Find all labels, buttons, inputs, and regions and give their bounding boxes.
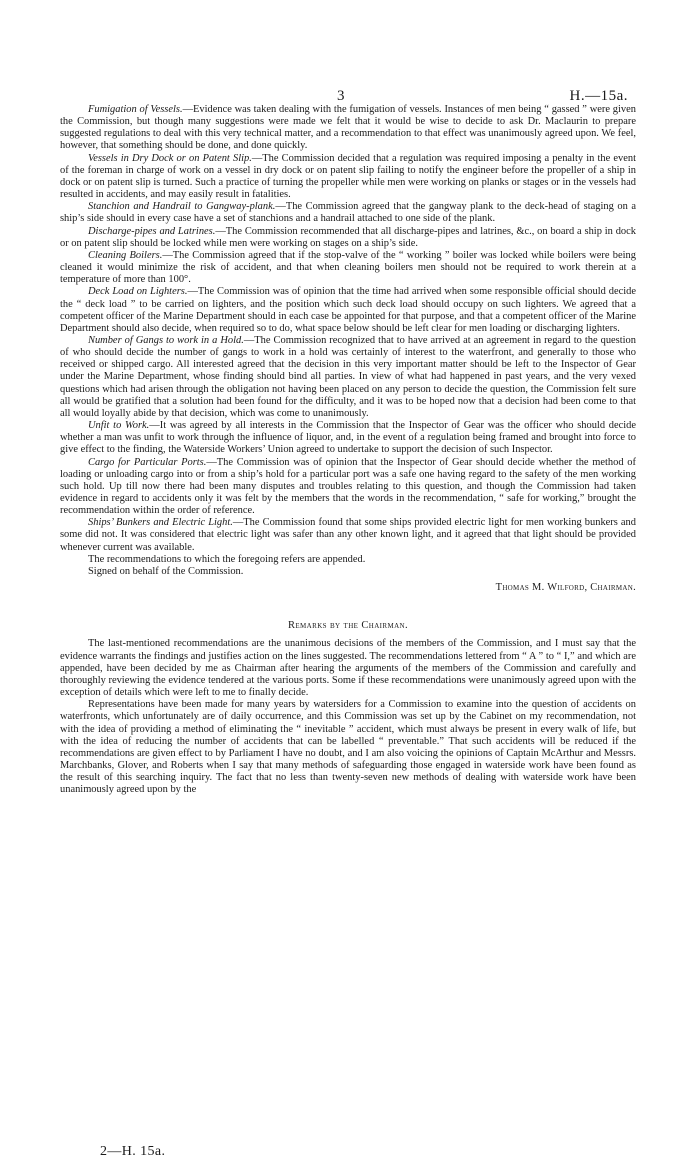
paragraph-title: Deck Load on Lighters. [88,286,188,298]
paragraph-text: —The Commission agreed that if the stop-valve of the “ working ” boiler was locked while boilers were being cleaned it would minimize the risk of accident, and that when cleaning boilers men should not be required to work therein at a temperature of more than 100°. [60,249,636,286]
paragraph-title: Fumigation of Vessels. [88,104,183,115]
signature-mark: 2—H. 15a. [100,1144,166,1159]
paragraph-text: —The Commission found that some ships provided electric light for men working bunkers and some did not. It was considered that electric light was safer than any other known light, and it agreed that that light should be provided whenever current was available. [60,517,636,553]
page-number: 3 [337,88,345,104]
paragraph-discharge-pipes [60,226,636,250]
paragraph-title: Discharge-pipes and Latrines. [88,225,216,237]
signed-note: Signed on behalf of the Commission. [88,565,244,577]
remarks-paragraph-1: The last-mentioned recommendations are the unanimous decisions of the members of the Commission, and I must say that the evidence warrants the findings and justifies action on the lines suggested. The recommendations lettered from “ A ” to “ I,” and which are appended, have been decided by me as Chairman after hearing the arguments of the members of the Commission and carefully and thoroughly reviewing the evidence tendered at the various ports. Some if these recommendations were unanimously agreed upon with the exception of details which were left to me to finally decide. [60,638,636,699]
paragraph-title: Unfit to Work. [88,420,150,432]
paragraph-text: —Evidence was taken dealing with the fumigation of vessels. Instances of men being “ gassed ” were given the Commission, but though many suggestions were made we felt that it would be wise to decide to ask Dr. Maclaurin to prepare suggested regulations to deal with this very technical matter, and a recommendation to that effect was unanimously agreed upon. We feel, however, that something should be done, and done quickly. [60,104,636,152]
paragraph-bunkers-light [60,517,636,553]
paragraph-cargo-ports [60,457,636,518]
chairman-signature: Thomas M. Wilford, Chairman. [495,582,636,594]
remarks-heading: Remarks by the Chairman. [287,620,409,632]
paragraph-title: Number of Gangs to work in a Hold. [88,334,244,346]
document-reference: H.—15a. [569,88,628,104]
paragraph-title: Ships’ Bunkers and Electric Light. [88,517,233,529]
paragraph-text: —The Commission decided that a regulation was required imposing a penalty in the event of the foreman in charge of work on a vessel in dry dock or on patent slip failing to notify the engineer before the propeller of a ship in dock or on patent slip is turned. Such a practice of turning the propeller while men were working on planks or stages or in the vessels had resulted in accidents, and may easily result in fatalities. [60,152,636,201]
paragraph-title: Stanchion and Handrail to Gangway-plank. [88,201,276,213]
paragraph-title: Vessels in Dry Dock or on Patent Slip. [88,152,252,164]
paragraph-fumigation [60,104,636,153]
paragraph-text: —The Commission recognized that to have arrived at an agreement in regard to the question of who should decide the number of gangs to work in a hold was certainly of interest to the waterfront, and generally to those who received or shipped cargo. All interested agreed that the decision in this very important matter should be left to the Inspector of Gear under the Marine Department, whose finding should bind all parties. In view of what had happened in past years, and the very vexed questions which had arisen through the obligation not having been placed on any person to decide the question, the Commission felt sure all would be gratified that a solution had been found for the difficulty, and it was to be hoped now that a decision had been come to that all would loyally abide by that decision, which was come to unanimously. [60,334,636,419]
paragraph-dry-dock [60,153,636,202]
paragraph-text: —The Commission was of opinion that the Inspector of Gear should decide whether the method of loading or unloading cargo into or from a ship’s hold for a particular port was a safe one having regard to the safety of the men working such hold. Up till now there had been many disputes and troubles relating to this question, and though the Commission had taken evidence in regard to accidents only it was felt by the members that the words in the recommendation, “ safe for working,” brought the recommendation within the order of reference. [60,456,636,517]
paragraph-title: Cleaning Boilers. [88,249,163,261]
paragraph-unfit-to-work [60,420,636,456]
paragraph-text: —It was agreed by all interests in the Commission that the Inspector of Gear was the officer who should decide whether a man was unfit to work through the influence of liquor, and, in the event of a regulation being framed and brought into force to give effect to the finding, the Waterside Workers’ Union agreed to undertake to support the decision of such Inspector. [60,420,636,456]
appended-note: The recommendations to which the foregoing refers are appended. [88,553,366,565]
paragraph-text: —The Commission recommended that all discharge-pipes and latrines, &c., on board a ship in dock or on patent slip should be locked while men were working on stages on a ship’s side. [60,225,637,249]
document-body [60,104,636,796]
paragraph-text: —The Commission agreed that the gangway plank to the deck-head of staging on a ship’s side should in every case have a set of stanchions and a handrail attached to one side of the plank. [60,201,636,225]
paragraph-title: Cargo for Particular Ports. [88,456,207,468]
paragraph-cleaning-boilers [60,250,636,286]
remarks-paragraph-2: Representations have been made for many years by watersiders for a Commission to examine into the question of accidents on waterfronts, which unfortunately are of daily occurrence, and this Commission was set up by the Cabinet on my recommendation, not with the idea of providing a method of eliminating the “ inevitable ” accident, which must always be present in every walk of life, but with the idea of reducing the number of accidents that can be labelled “ preventable.” That such accidents will be reduced if the recommendations are given effect to by Parliament I have no doubt, and I am also voicing the opinions of Captain McArthur and Messrs. Marchbanks, Glover, and Roberts when I say that many methods of safeguarding those engaged in waterside work have been found as the result of this searching inquiry. The fact that no less than twenty-seven new methods of dealing with waterside work have been unanimously agreed upon by the [60,699,636,796]
paragraph-number-of-gangs [60,335,636,420]
paragraph-text: —The Commission was of opinion that the time had arrived when some responsible official should decide the “ deck load ” to be carried on lighters, and the position which such deck load should occupy on such lighters. We agreed that a competent officer of the Marine Department should in each case be appointed for that purpose, and that a competent officer of the Marine Department should also decide, when required so to do, what space below should be left clear for men loading or discharging lighters. [60,286,636,334]
paragraph-gangway [60,201,636,225]
paragraph-deck-load [60,286,636,335]
